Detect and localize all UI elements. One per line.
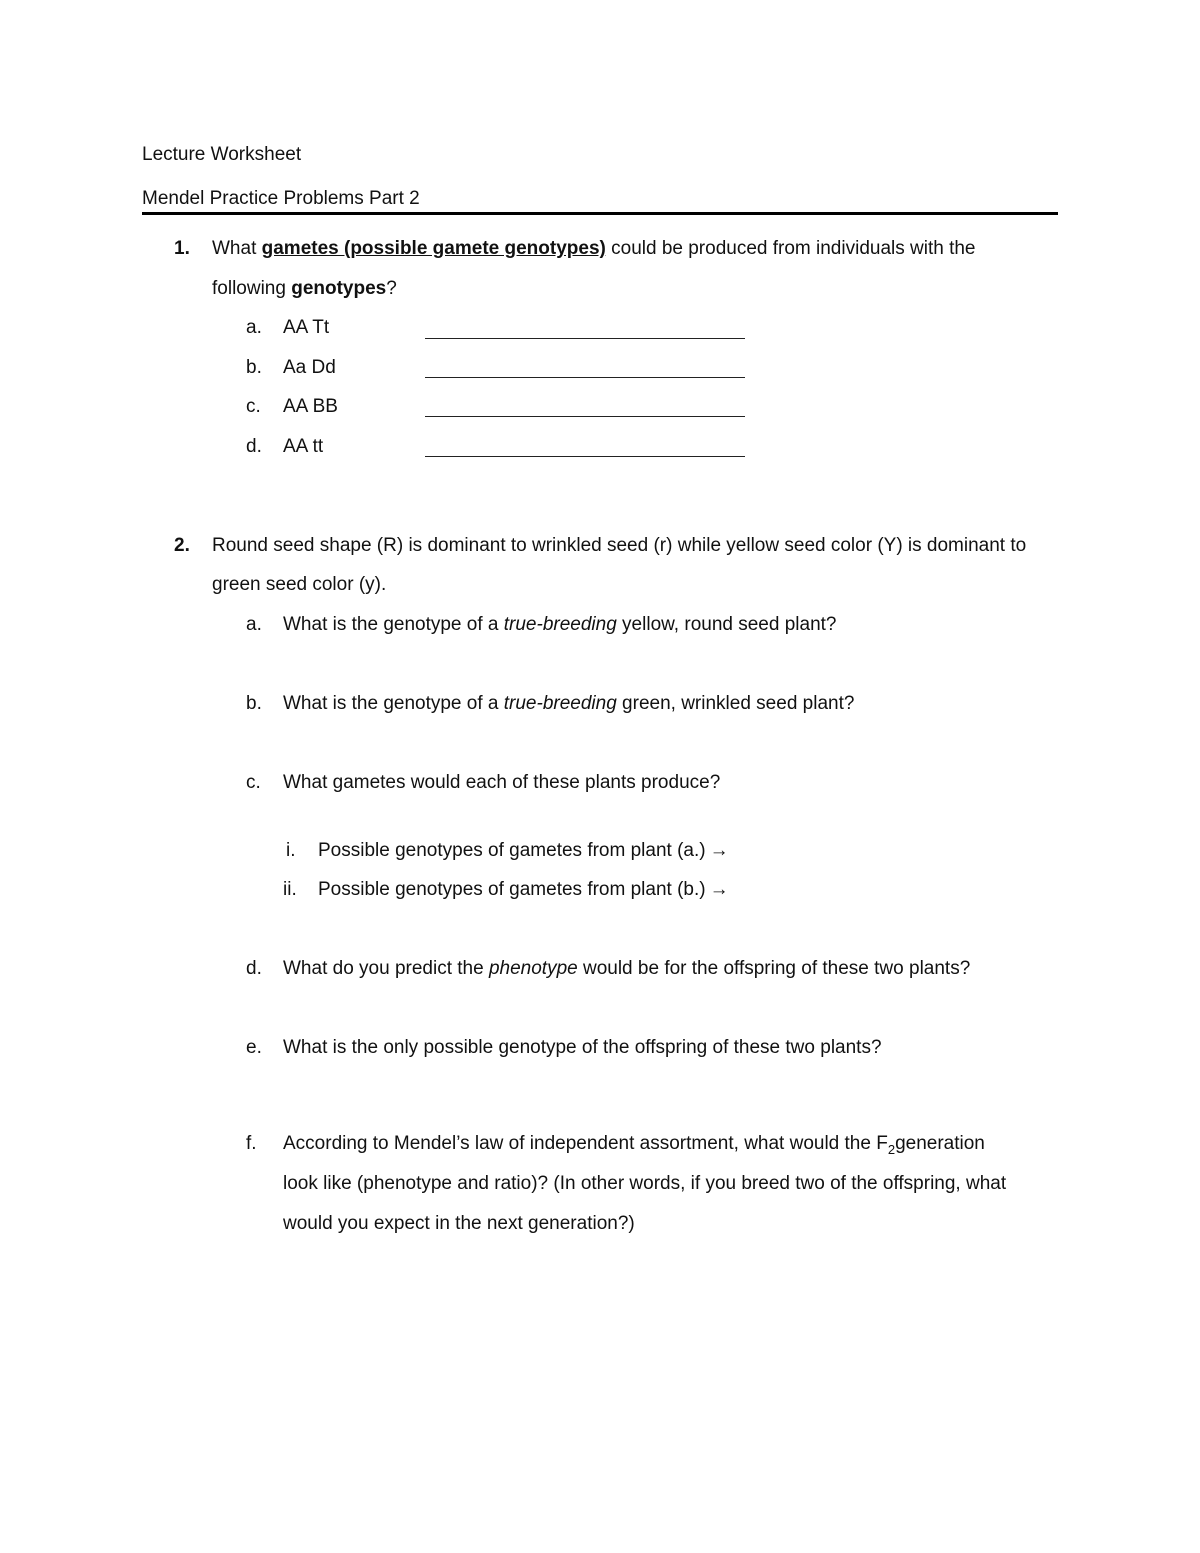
- q2f-letter: f.: [246, 1133, 257, 1154]
- q1c-answer-blank[interactable]: [425, 416, 745, 417]
- q2b-question: [283, 693, 854, 715]
- q2a-emphasis: true-breeding: [503, 614, 617, 635]
- q2a-question: [283, 614, 837, 636]
- q1-item-genotype: Aa Dd: [283, 357, 336, 378]
- q2f-question-line2: look like (phenotype and ratio)? (In other words, if you breed two of the offspring, what: [283, 1173, 1007, 1194]
- q2c-question: What gametes would each of these plants produce?: [283, 772, 721, 793]
- arrow-right-icon: →: [709, 840, 729, 861]
- worksheet-title: Lecture Worksheet: [142, 144, 302, 165]
- q2b-text-part: green, wrinkled seed plant?: [616, 693, 855, 714]
- q2f-question-line3: would you expect in the next generation?): [283, 1213, 635, 1234]
- q2c-letter: c.: [246, 772, 261, 793]
- q2b-text-part: What is the genotype of a: [283, 693, 504, 714]
- q1-item-letter: b.: [246, 357, 262, 378]
- q2d-emphasis: phenotype: [488, 958, 578, 979]
- q2f-question-line1: [283, 1133, 985, 1161]
- q1-item-genotype: AA Tt: [283, 317, 330, 338]
- q2c-i-prompt: [318, 840, 729, 862]
- q2c-i-numeral: i.: [286, 840, 296, 861]
- q2e-question: What is the only possible genotype of the offspring of these two plants?: [283, 1037, 882, 1058]
- q2b-emphasis: true-breeding: [503, 693, 617, 714]
- q1-text-part: ?: [386, 278, 397, 299]
- q1-item-letter: a.: [246, 317, 262, 338]
- q2f-text-part: According to Mendel’s law of independent assortment, what would the F: [283, 1133, 888, 1154]
- q2d-text-part: would be for the offspring of these two plants?: [577, 958, 971, 979]
- q1b-answer-blank[interactable]: [425, 377, 745, 378]
- q2b-letter: b.: [246, 693, 262, 714]
- q2c-ii-numeral: ii.: [283, 879, 297, 900]
- q2d-question: [283, 958, 970, 980]
- q1-item-genotype: AA tt: [283, 436, 324, 457]
- q2a-text-part: yellow, round seed plant?: [616, 614, 837, 635]
- q2c-ii-text: Possible genotypes of gametes from plant (b.): [318, 879, 706, 900]
- q1a-answer-blank[interactable]: [425, 338, 745, 339]
- q2f-text-part: generation: [895, 1133, 985, 1154]
- q2-prompt-line2: green seed color (y).: [212, 574, 387, 595]
- q2-prompt-line1: Round seed shape (R) is dominant to wrinkled seed (r) while yellow seed color (Y) is dominant to: [212, 535, 1027, 556]
- q2c-ii-prompt: [318, 879, 729, 901]
- q2f-subscript: 2: [887, 1141, 896, 1157]
- q1-prompt-line1: [212, 238, 976, 260]
- q2e-letter: e.: [246, 1037, 262, 1058]
- q1-text-part: could be produced from individuals with the: [605, 238, 976, 259]
- q2a-text-part: What is the genotype of a: [283, 614, 504, 635]
- q1-emphasis-gametes: gametes (possible gamete genotypes): [261, 238, 606, 259]
- arrow-right-icon: →: [709, 879, 729, 900]
- q1-number: 1.: [174, 238, 190, 259]
- q1-item-letter: d.: [246, 436, 262, 457]
- q2d-letter: d.: [246, 958, 262, 979]
- q1d-answer-blank[interactable]: [425, 456, 745, 457]
- q1-text-part: What: [212, 238, 262, 259]
- q1-item-genotype: AA BB: [283, 396, 338, 417]
- q2a-letter: a.: [246, 614, 262, 635]
- q1-prompt-line2: [212, 278, 397, 300]
- q1-item-letter: c.: [246, 396, 261, 417]
- q2d-text-part: What do you predict the: [283, 958, 489, 979]
- worksheet-subtitle: Mendel Practice Problems Part 2: [142, 188, 420, 209]
- q2-number: 2.: [174, 535, 190, 556]
- q1-emphasis-genotypes: genotypes: [291, 278, 387, 299]
- q1-text-part: following: [212, 278, 292, 299]
- header-divider: [142, 212, 1058, 215]
- q2c-i-text: Possible genotypes of gametes from plant (a.): [318, 840, 706, 861]
